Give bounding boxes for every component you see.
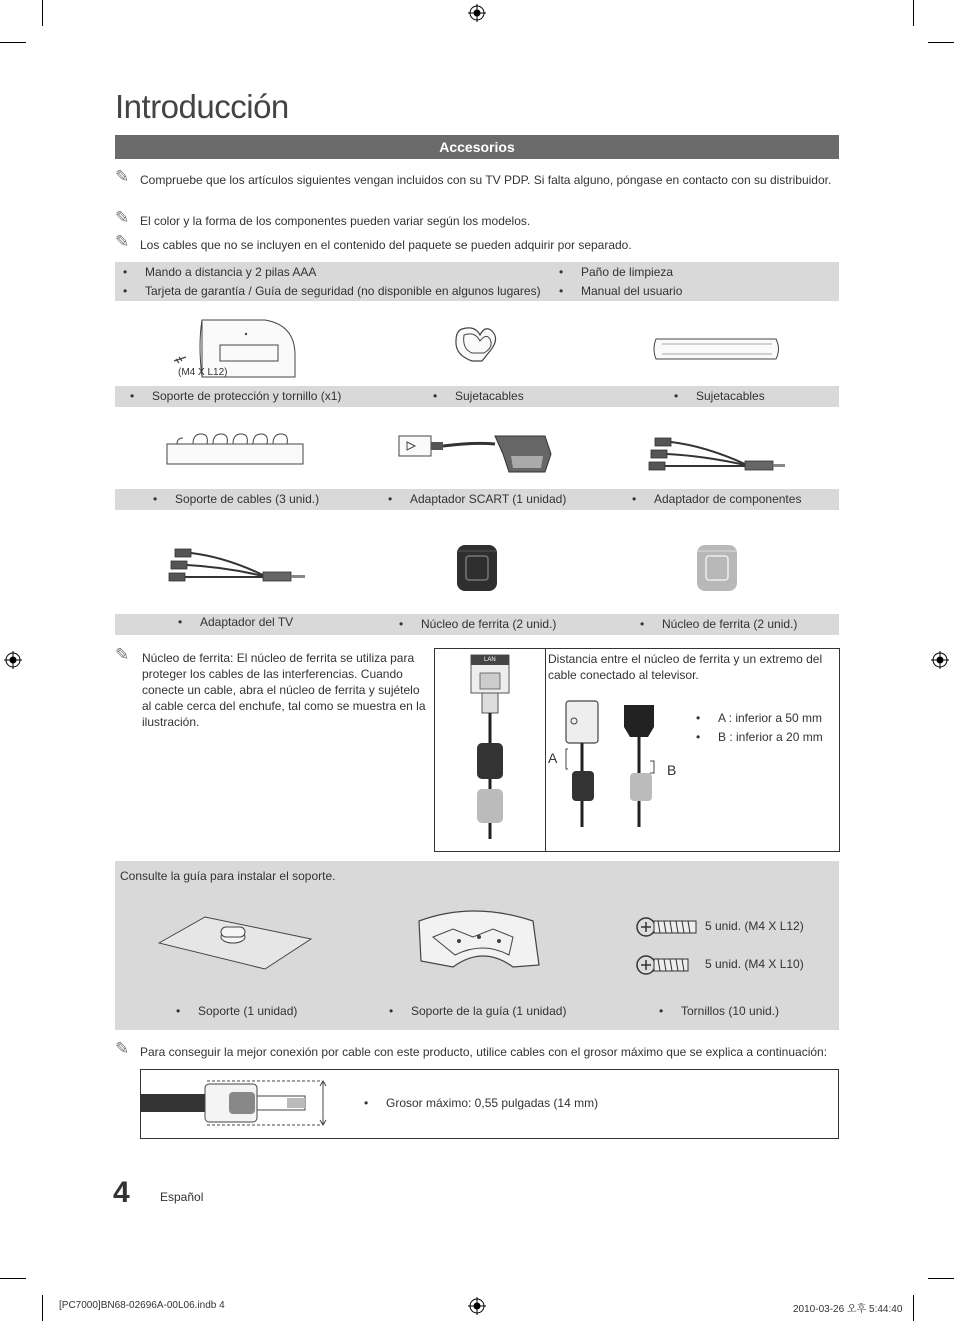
screw-count-label: 5 unid. (M4 X L12) xyxy=(705,919,804,933)
list-item: • Adaptador del TV xyxy=(200,615,293,629)
page-language: Español xyxy=(160,1190,204,1204)
lan-illustration-box xyxy=(434,648,546,852)
crop-mark xyxy=(928,42,954,43)
list-item: • Núcleo de ferrita (2 unid.) xyxy=(662,617,797,631)
crop-mark xyxy=(42,1295,43,1321)
lan-label: LAN xyxy=(484,657,496,663)
pencil-note-icon: ✎ xyxy=(115,645,130,664)
ferrite-note xyxy=(115,645,430,730)
ferrite-distance-illustration xyxy=(546,697,666,837)
note-text: Núcleo de ferrita: El núcleo de ferrita se utiliza para proteger los cables de las interferencias. Cuando conecte un cable, abra el núcleo de ferrita y sujételo al cable cerca del enchufe, tal como se muestra en la ilustración. xyxy=(142,651,426,729)
list-item: • Sujetacables xyxy=(696,389,765,403)
list-item: • Tornillos (10 unid.) xyxy=(681,1004,779,1018)
registration-mark-icon xyxy=(468,4,486,22)
label-a: A xyxy=(548,750,558,766)
list-item: • Adaptador de componentes xyxy=(654,492,801,506)
list-item: • Soporte de la guía (1 unidad) xyxy=(411,1004,566,1018)
crop-mark xyxy=(928,1278,954,1279)
registration-mark-icon xyxy=(931,651,949,669)
list-item: • Manual del usuario xyxy=(581,284,682,298)
file-info: [PC7000]BN68-02696A-00L06.indb 4 xyxy=(59,1300,225,1311)
pencil-note-icon: ✎ xyxy=(115,208,130,227)
pencil-note-icon: ✎ xyxy=(115,1039,130,1058)
list-item: • Núcleo de ferrita (2 unid.) xyxy=(421,617,556,631)
note xyxy=(115,232,835,253)
section-title-bar: Accesorios xyxy=(115,135,839,159)
list-item: • Tarjeta de garantía / Guía de seguridad (no disponible en algunos lugares) xyxy=(145,284,541,298)
row2-labels xyxy=(115,489,839,510)
list-item: • Sujetacables xyxy=(455,389,524,403)
list-item: • Soporte de cables (3 unid.) xyxy=(175,492,319,506)
crop-mark xyxy=(0,1278,26,1279)
cable-tie-icon xyxy=(450,325,500,367)
ferrite-core-gray-icon xyxy=(694,542,740,594)
scart-adapter-icon xyxy=(395,428,555,476)
screw-size-label: (M4 X L12) xyxy=(178,367,228,378)
pencil-note-icon: ✎ xyxy=(115,167,130,186)
screw-long-icon xyxy=(636,911,700,943)
crop-mark xyxy=(913,0,914,26)
note-text: Compruebe que los artículos siguientes vengan incluidos con su TV PDP. Si falta alguno, póngase en contacto con su distribuidor. xyxy=(140,173,832,187)
label-b: B xyxy=(667,762,677,778)
crop-mark xyxy=(42,0,43,26)
cable-note xyxy=(115,1039,835,1060)
cable-holder-icon xyxy=(652,335,782,363)
cable-thickness-illustration xyxy=(141,1078,341,1128)
screw-count-label: 5 unid. (M4 X L10) xyxy=(705,957,804,971)
row3-labels xyxy=(115,614,839,635)
spec-a: • A : inferior a 50 mm xyxy=(718,711,822,725)
note-text: Los cables que no se incluyen en el contenido del paquete se pueden adquirir por separado. xyxy=(140,238,632,252)
screw-short-icon xyxy=(636,949,700,981)
registration-mark-icon xyxy=(468,1297,486,1315)
stand-base-icon xyxy=(155,913,315,973)
page-title: Introducción xyxy=(115,88,289,125)
list-item: • Soporte (1 unidad) xyxy=(198,1004,297,1018)
lan-ferrite-illustration xyxy=(435,649,545,851)
tv-adapter-icon xyxy=(165,543,310,588)
stand-intro: Consulte la guía para instalar el soporte. xyxy=(120,869,336,883)
stand-section xyxy=(115,861,839,1030)
note xyxy=(115,208,835,229)
registration-mark-icon xyxy=(4,651,22,669)
list-item: • Paño de limpieza xyxy=(581,265,673,279)
ferrite-core-dark-icon xyxy=(454,542,500,594)
note-text: El color y la forma de los componentes pueden variar según los modelos. xyxy=(140,214,531,228)
print-timestamp: 2010-03-26 오후 5:44:40 xyxy=(793,1304,903,1315)
spec-b: • B : inferior a 20 mm xyxy=(718,730,823,744)
row1-labels xyxy=(115,386,839,407)
component-adapter-icon xyxy=(645,432,790,474)
note-text: Para conseguir la mejor conexión por cable con este producto, utilice cables con el grosor máximo que se explica a continuación: xyxy=(140,1045,828,1059)
cable-support-icon xyxy=(163,430,308,470)
distance-illustration-box xyxy=(545,648,840,852)
cable-spec: • Grosor máximo: 0,55 pulgadas (14 mm) xyxy=(386,1096,598,1110)
list-item: • Adaptador SCART (1 unidad) xyxy=(410,492,566,506)
page-number: 4 xyxy=(113,1176,130,1209)
cable-thickness-box xyxy=(140,1069,839,1139)
crop-mark xyxy=(0,42,26,43)
crop-mark xyxy=(913,1295,914,1321)
pencil-note-icon: ✎ xyxy=(115,232,130,251)
list-item: • Mando a distancia y 2 pilas AAA xyxy=(145,265,316,279)
guide-stand-icon xyxy=(413,901,543,971)
list-item: • Soporte de protección y tornillo (x1) xyxy=(152,389,341,403)
note xyxy=(115,167,835,188)
distance-title: Distancia entre el núcleo de ferrita y un extremo del cable conectado al televisor. xyxy=(548,652,823,682)
included-items-list xyxy=(115,262,839,301)
